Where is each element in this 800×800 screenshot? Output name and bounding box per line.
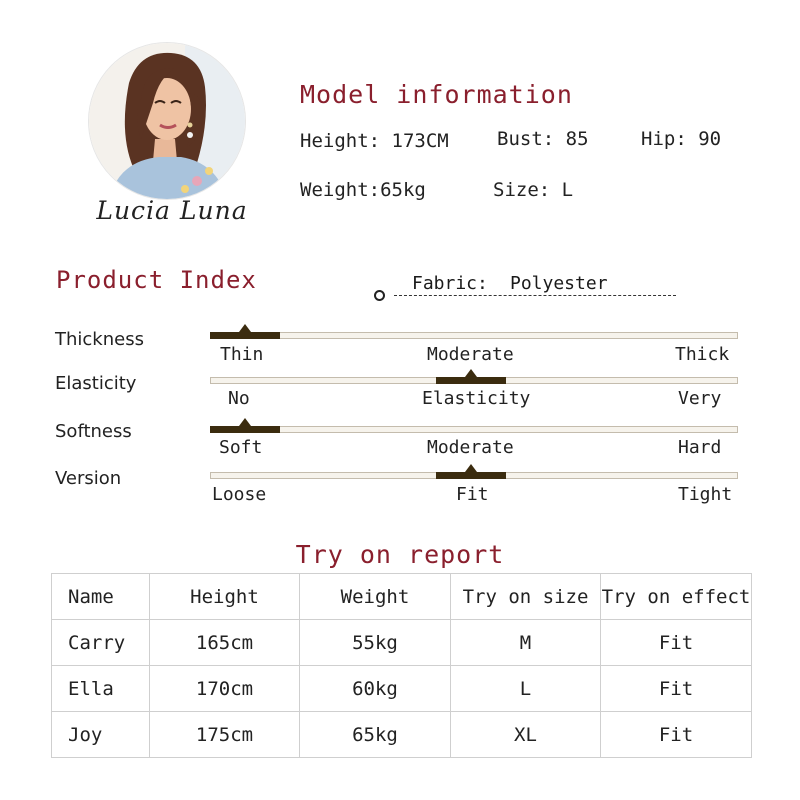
index-indicator-arrow-icon <box>465 464 477 472</box>
index-indicator-arrow-icon <box>239 324 251 332</box>
index-scale-label: No <box>228 388 250 409</box>
try-on-table <box>51 573 752 758</box>
index-scale-label: Fit <box>456 484 489 505</box>
model-signature: Lucia Luna <box>96 196 248 225</box>
table-cell: Ella <box>52 666 150 712</box>
table-row <box>52 666 752 712</box>
table-header-cell: Try on size <box>451 574 601 620</box>
model-info-title: Model information <box>300 80 573 109</box>
index-scale-label: Thick <box>675 344 730 365</box>
index-scale-label: Elasticity <box>422 388 531 409</box>
table-cell: Carry <box>52 620 150 666</box>
table-cell: 60kg <box>300 666 451 712</box>
table-cell: L <box>451 666 601 712</box>
model-hip: Hip: 90 <box>641 128 722 150</box>
fabric-value: Polyester <box>510 273 608 294</box>
product-index-title: Product Index <box>56 266 257 294</box>
report-title: Try on report <box>295 540 505 569</box>
table-cell: 55kg <box>300 620 451 666</box>
index-indicator-arrow-icon <box>239 418 251 426</box>
model-size: Size: L <box>493 179 574 201</box>
index-indicator-softness <box>210 426 280 433</box>
table-header-cell: Name <box>52 574 150 620</box>
index-label-version: Version <box>55 468 122 489</box>
table-cell: Fit <box>601 620 752 666</box>
table-header-cell: Weight <box>300 574 451 620</box>
table-cell: Joy <box>52 712 150 758</box>
index-track-thickness <box>210 332 738 339</box>
index-indicator-arrow-icon <box>465 369 477 377</box>
model-photo <box>88 42 246 200</box>
index-label-softness: Softness <box>55 421 132 442</box>
model-weight: Weight:65kg <box>300 179 426 201</box>
table-header-cell: Try on effect <box>601 574 752 620</box>
index-track-softness <box>210 426 738 433</box>
model-bust: Bust: 85 <box>497 128 589 150</box>
table-row <box>52 620 752 666</box>
table-cell: 170cm <box>150 666 300 712</box>
index-indicator-version <box>436 472 506 479</box>
table-header-cell: Height <box>150 574 300 620</box>
table-cell: M <box>451 620 601 666</box>
table-cell: 175cm <box>150 712 300 758</box>
index-label-thickness: Thickness <box>55 329 144 350</box>
table-header-row <box>52 574 752 620</box>
index-scale-label: Tight <box>678 484 733 505</box>
fabric-label: Fabric: <box>412 273 488 294</box>
index-scale-label: Moderate <box>427 437 514 458</box>
table-cell: 65kg <box>300 712 451 758</box>
index-indicator-thickness <box>210 332 280 339</box>
fabric-dashed-line <box>394 295 676 296</box>
index-label-elasticity: Elasticity <box>55 373 137 394</box>
table-cell: 165cm <box>150 620 300 666</box>
table-row <box>52 712 752 758</box>
index-scale-label: Loose <box>212 484 267 505</box>
index-indicator-elasticity <box>436 377 506 384</box>
index-scale-label: Soft <box>219 437 263 458</box>
table-cell: XL <box>451 712 601 758</box>
table-cell: Fit <box>601 712 752 758</box>
index-scale-label: Moderate <box>427 344 514 365</box>
index-scale-label: Hard <box>678 437 722 458</box>
table-cell: Fit <box>601 666 752 712</box>
index-scale-label: Very <box>678 388 722 409</box>
fabric-bullet-icon <box>374 290 385 301</box>
index-scale-label: Thin <box>220 344 264 365</box>
model-height: Height: 173CM <box>300 130 449 152</box>
